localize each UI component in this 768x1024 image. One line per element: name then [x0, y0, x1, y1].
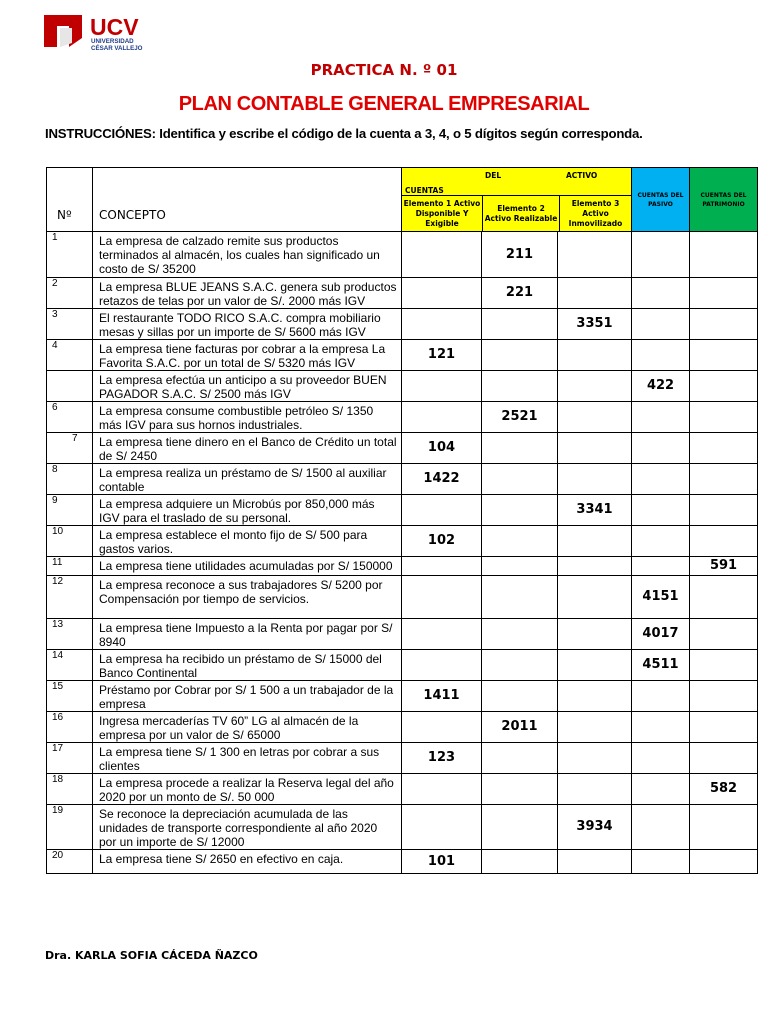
logo-subtitle-2: CÉSAR VALLEJO — [91, 45, 143, 52]
empty-cell — [690, 743, 758, 774]
empty-cell — [632, 464, 690, 495]
table-row — [47, 774, 758, 805]
account-code: 221 — [482, 278, 558, 309]
row-number: 4 — [47, 340, 93, 371]
account-code: 4511 — [632, 650, 690, 681]
main-title: PLAN CONTABLE GENERAL EMPRESARIAL — [178, 93, 590, 115]
header-element-1-label: Elemento 1 Activo Disponible Y Exigible — [403, 198, 481, 228]
header-cuentas: CUENTAS — [405, 186, 444, 195]
row-concept: La empresa reconoce a sus trabajadores S/ 5200 por Compensación por tiempo de servicios. — [93, 576, 402, 619]
row-concept: Ingresa mercaderías TV 60” LG al almacén de la empresa por un valor de S/ 65000 — [93, 712, 402, 743]
instructions: INSTRUCCIÓNES: Identifica y escribe el código de la cuenta a 3, 4, o 5 dígitos según corresponda. — [45, 126, 643, 141]
table-row — [47, 712, 758, 743]
account-code: 2521 — [482, 402, 558, 433]
row-concept: La empresa adquiere un Microbús por 850,000 más IGV para el traslado de su personal. — [93, 495, 402, 526]
empty-cell — [558, 576, 632, 619]
account-code: 123 — [402, 743, 482, 774]
header-elements — [402, 195, 631, 231]
empty-cell — [690, 232, 758, 278]
row-number: 13 — [47, 619, 93, 650]
empty-cell — [402, 650, 482, 681]
empty-cell — [632, 309, 690, 340]
empty-cell — [690, 340, 758, 371]
header-patrimonio: CUENTAS DEL PATRIMONIO — [690, 168, 758, 232]
empty-cell — [402, 774, 482, 805]
header-concept: CONCEPTO — [93, 168, 402, 232]
empty-cell — [632, 340, 690, 371]
header-activo: ACTIVO — [566, 171, 598, 180]
account-code: 3934 — [558, 805, 632, 850]
empty-cell — [558, 526, 632, 557]
table-row — [47, 619, 758, 650]
row-concept: Préstamo por Cobrar por S/ 1 500 a un trabajador de la empresa — [93, 681, 402, 712]
empty-cell — [632, 232, 690, 278]
account-code: 582 — [690, 774, 758, 805]
header-no: Nº — [47, 168, 93, 232]
row-number: 6 — [47, 402, 93, 433]
empty-cell — [690, 681, 758, 712]
empty-cell — [690, 619, 758, 650]
row-number: 9 — [47, 495, 93, 526]
header-element-1 — [402, 196, 483, 231]
account-code: 4151 — [632, 576, 690, 619]
empty-cell — [482, 371, 558, 402]
empty-cell — [690, 464, 758, 495]
row-concept: La empresa establece el monto fijo de S/ 500 para gastos varios. — [93, 526, 402, 557]
header-activo-top — [402, 168, 631, 195]
row-concept: La empresa BLUE JEANS S.A.C. genera sub productos retazos de telas por un valor de S/. 2000 más IGV — [93, 278, 402, 309]
empty-cell — [402, 576, 482, 619]
table-row — [47, 309, 758, 340]
account-code: 3341 — [558, 495, 632, 526]
empty-cell — [402, 232, 482, 278]
empty-cell — [558, 850, 632, 874]
ucv-logo-mark — [44, 12, 174, 52]
row-number: 3 — [47, 309, 93, 340]
empty-cell — [690, 576, 758, 619]
row-number: 17 — [47, 743, 93, 774]
row-concept: La empresa procede a realizar la Reserva legal del año 2020 por un monto de S/. 50 000 — [93, 774, 402, 805]
empty-cell — [402, 557, 482, 576]
empty-cell — [482, 526, 558, 557]
table-row — [47, 278, 758, 309]
empty-cell — [632, 850, 690, 874]
empty-cell — [482, 464, 558, 495]
empty-cell — [482, 309, 558, 340]
empty-cell — [558, 232, 632, 278]
empty-cell — [482, 340, 558, 371]
empty-cell — [482, 576, 558, 619]
row-number: 19 — [47, 805, 93, 850]
row-number: 10 — [47, 526, 93, 557]
empty-cell — [632, 526, 690, 557]
account-code: 3351 — [558, 309, 632, 340]
empty-cell — [482, 743, 558, 774]
table-row — [47, 495, 758, 526]
empty-cell — [632, 743, 690, 774]
header-pasivo: CUENTAS DEL PASIVO — [632, 168, 690, 232]
empty-cell — [482, 681, 558, 712]
row-concept: Se reconoce la depreciación acumulada de las unidades de transporte correspondiente al año 2020 por un importe de S/ 12000 — [93, 805, 402, 850]
empty-cell — [632, 433, 690, 464]
empty-cell — [482, 805, 558, 850]
row-concept: La empresa tiene facturas por cobrar a la empresa La Favorita S.A.C. por un total de S/ 5320 más IGV — [93, 340, 402, 371]
header-element-3-label: Elemento 3 Activo Inmovilizado — [568, 198, 623, 228]
table-row — [47, 681, 758, 712]
empty-cell — [558, 650, 632, 681]
table-row — [47, 805, 758, 850]
row-concept: La empresa tiene utilidades acumuladas por S/ 150000 — [93, 557, 402, 576]
empty-cell — [632, 805, 690, 850]
empty-cell — [482, 650, 558, 681]
practice-title: PRACTICA N. º 01 — [310, 61, 458, 79]
logo-text: UCV — [90, 14, 139, 40]
accounts-table — [46, 167, 758, 874]
empty-cell — [558, 712, 632, 743]
header-element-2 — [483, 196, 560, 231]
empty-cell — [482, 433, 558, 464]
empty-cell — [558, 402, 632, 433]
empty-cell — [482, 557, 558, 576]
row-concept: La empresa tiene Impuesto a la Renta por pagar por S/ 8940 — [93, 619, 402, 650]
empty-cell — [482, 774, 558, 805]
account-code: 4017 — [632, 619, 690, 650]
empty-cell — [690, 526, 758, 557]
empty-cell — [690, 850, 758, 874]
empty-cell — [402, 495, 482, 526]
empty-cell — [558, 340, 632, 371]
row-number: 8 — [47, 464, 93, 495]
empty-cell — [690, 712, 758, 743]
row-number: 11 — [47, 557, 93, 576]
empty-cell — [558, 371, 632, 402]
account-code: 102 — [402, 526, 482, 557]
empty-cell — [690, 402, 758, 433]
row-number: 15 — [47, 681, 93, 712]
table-row — [47, 850, 758, 874]
empty-cell — [558, 619, 632, 650]
empty-cell — [690, 650, 758, 681]
row-number: 18 — [47, 774, 93, 805]
row-number: 7 — [47, 433, 93, 464]
table-row — [47, 232, 758, 278]
empty-cell — [632, 278, 690, 309]
table-row — [47, 650, 758, 681]
row-number — [47, 371, 93, 402]
empty-cell — [558, 743, 632, 774]
account-code: 104 — [402, 433, 482, 464]
table-body — [47, 232, 758, 874]
empty-cell — [482, 495, 558, 526]
table-row — [47, 433, 758, 464]
empty-cell — [402, 805, 482, 850]
account-code: 121 — [402, 340, 482, 371]
empty-cell — [558, 433, 632, 464]
empty-cell — [632, 557, 690, 576]
row-concept: La empresa tiene S/ 1 300 en letras por cobrar a sus clientes — [93, 743, 402, 774]
row-number: 14 — [47, 650, 93, 681]
empty-cell — [690, 278, 758, 309]
table-header-row — [47, 168, 758, 232]
empty-cell — [690, 371, 758, 402]
account-code: 591 — [690, 557, 758, 576]
ucv-logo — [44, 12, 174, 52]
account-code: 2011 — [482, 712, 558, 743]
table-row — [47, 402, 758, 433]
table-row — [47, 371, 758, 402]
header-activo-group — [402, 168, 632, 232]
account-code: 422 — [632, 371, 690, 402]
header-del: DEL — [485, 171, 502, 180]
empty-cell — [558, 681, 632, 712]
row-concept: La empresa consume combustible petróleo S/ 1350 más IGV para sus hornos industriales. — [93, 402, 402, 433]
empty-cell — [632, 681, 690, 712]
row-concept: El restaurante TODO RICO S.A.C. compra mobiliario mesas y sillas por un importe de S/ 5600 más IGV — [93, 309, 402, 340]
empty-cell — [558, 557, 632, 576]
empty-cell — [482, 619, 558, 650]
table-row — [47, 743, 758, 774]
row-number: 20 — [47, 850, 93, 874]
empty-cell — [690, 495, 758, 526]
table-row — [47, 526, 758, 557]
empty-cell — [690, 309, 758, 340]
empty-cell — [632, 495, 690, 526]
table-row — [47, 576, 758, 619]
empty-cell — [402, 712, 482, 743]
row-concept: La empresa realiza un préstamo de S/ 1500 al auxiliar contable — [93, 464, 402, 495]
header-element-3 — [560, 196, 631, 231]
account-code: 1422 — [402, 464, 482, 495]
row-concept: La empresa efectúa un anticipo a su proveedor BUEN PAGADOR S.A.C. S/ 2500 más IGV — [93, 371, 402, 402]
table-row — [47, 340, 758, 371]
empty-cell — [402, 309, 482, 340]
row-concept: La empresa de calzado remite sus productos terminados al almacén, los cuales han significado un costo de S/ 35200 — [93, 232, 402, 278]
table-row — [47, 557, 758, 576]
empty-cell — [558, 278, 632, 309]
logo-subtitle-1: UNIVERSIDAD — [91, 38, 134, 45]
account-code: 101 — [402, 850, 482, 874]
empty-cell — [632, 402, 690, 433]
empty-cell — [482, 850, 558, 874]
table-row — [47, 464, 758, 495]
row-number: 16 — [47, 712, 93, 743]
header-element-2-label: Elemento 2 Activo Realizable — [484, 203, 558, 223]
row-concept: La empresa ha recibido un préstamo de S/ 15000 del Banco Continental — [93, 650, 402, 681]
row-concept: La empresa tiene dinero en el Banco de Crédito un total de S/ 2450 — [93, 433, 402, 464]
row-number: 1 — [47, 232, 93, 278]
empty-cell — [558, 464, 632, 495]
empty-cell — [690, 433, 758, 464]
row-concept: La empresa tiene S/ 2650 en efectivo en caja. — [93, 850, 402, 874]
row-number: 12 — [47, 576, 93, 619]
empty-cell — [632, 712, 690, 743]
empty-cell — [402, 619, 482, 650]
empty-cell — [402, 402, 482, 433]
empty-cell — [632, 774, 690, 805]
account-code: 1411 — [402, 681, 482, 712]
empty-cell — [690, 805, 758, 850]
author-signature: Dra. KARLA SOFIA CÁCEDA ÑAZCO — [45, 949, 258, 962]
account-code: 211 — [482, 232, 558, 278]
empty-cell — [402, 278, 482, 309]
empty-cell — [558, 774, 632, 805]
empty-cell — [402, 371, 482, 402]
row-number: 2 — [47, 278, 93, 309]
